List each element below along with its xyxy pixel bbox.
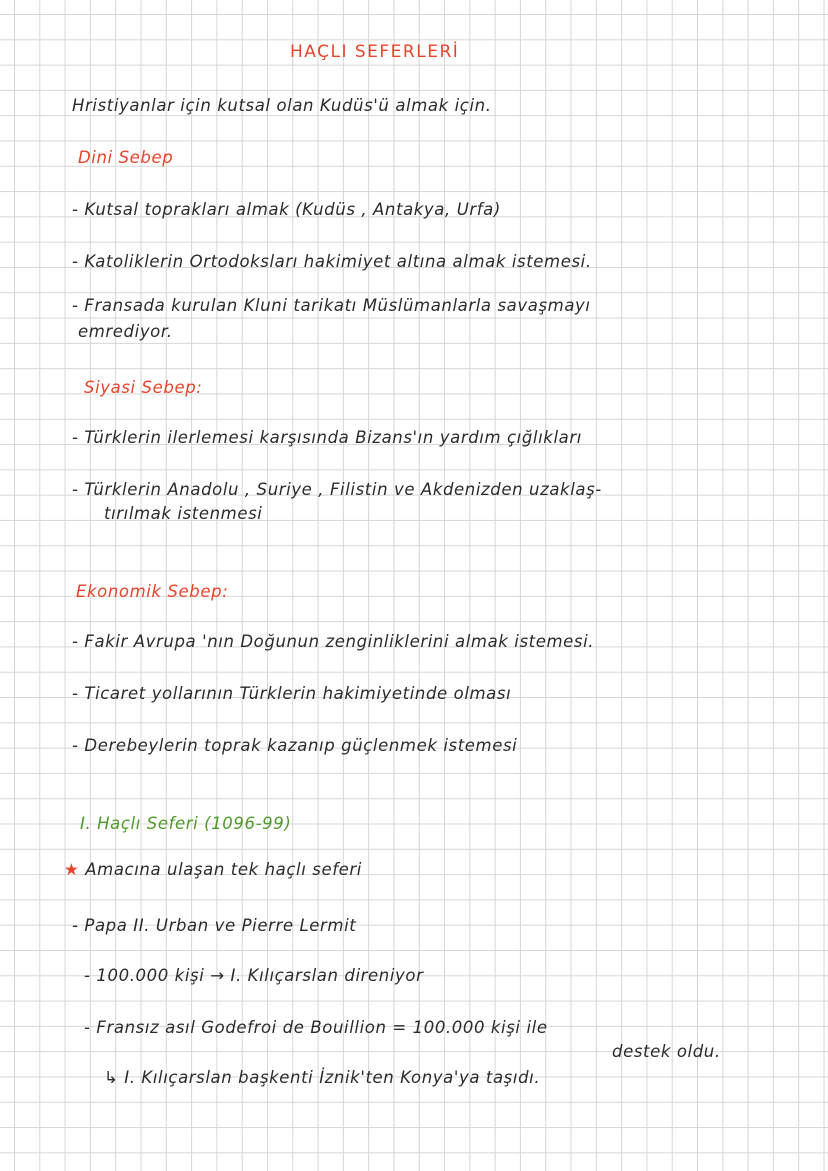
dini-item-1: - Kutsal toprakları almak (Kudüs , Antakya, Urfa) [72, 200, 501, 219]
intro-text: Hristiyanlar için kutsal olan Kudüs'ü almak için. [72, 96, 492, 115]
first-crusade-heading: I. Haçlı Seferi (1096-99) [80, 814, 292, 833]
siyasi-item-2-cont: tırılmak istenmesi [104, 504, 263, 523]
ekonomik-item-1: - Fakir Avrupa 'nın Doğunun zenginliklerini almak istemesi. [72, 632, 595, 651]
siyasi-item-1: - Türklerin ilerlemesi karşısında Bizans'ın yardım çığlıkları [72, 428, 582, 447]
first-crusade-item-4: ↳ I. Kılıçarslan başkenti İznik'ten Konya'ya taşıdı. [104, 1068, 541, 1087]
first-crusade-highlight [64, 860, 362, 879]
first-crusade-item-1: - Papa II. Urban ve Pierre Lermit [72, 916, 357, 935]
ekonomik-item-2: - Ticaret yollarının Türklerin hakimiyetinde olması [72, 684, 512, 703]
page-title: HAÇLI SEFERLERİ [290, 42, 460, 62]
siyasi-item-2: - Türklerin Anadolu , Suriye , Filistin ve Akdenizden uzaklaş- [72, 480, 602, 499]
dini-item-3-cont: emrediyor. [78, 322, 173, 341]
first-crusade-item-3-cont: destek oldu. [612, 1042, 721, 1061]
ekonomik-item-3: - Derebeylerin toprak kazanıp güçlenmek istemesi [72, 736, 518, 755]
dini-sebep-heading: Dini Sebep [78, 148, 174, 167]
star-icon: ★ [64, 860, 80, 879]
dini-item-3: - Fransada kurulan Kluni tarikatı Müslümanlarla savaşmayı [72, 296, 591, 315]
first-crusade-item-2: - 100.000 kişi → I. Kılıçarslan direniyor [84, 966, 424, 985]
first-crusade-highlight-text: Amacına ulaşan tek haçlı seferi [85, 860, 362, 879]
siyasi-sebep-heading: Siyasi Sebep: [84, 378, 203, 397]
first-crusade-item-3: - Fransız asıl Godefroi de Bouillion = 100.000 kişi ile [84, 1018, 548, 1037]
ekonomik-sebep-heading: Ekonomik Sebep: [76, 582, 229, 601]
dini-item-2: - Katoliklerin Ortodoksları hakimiyet altına almak istemesi. [72, 252, 592, 271]
